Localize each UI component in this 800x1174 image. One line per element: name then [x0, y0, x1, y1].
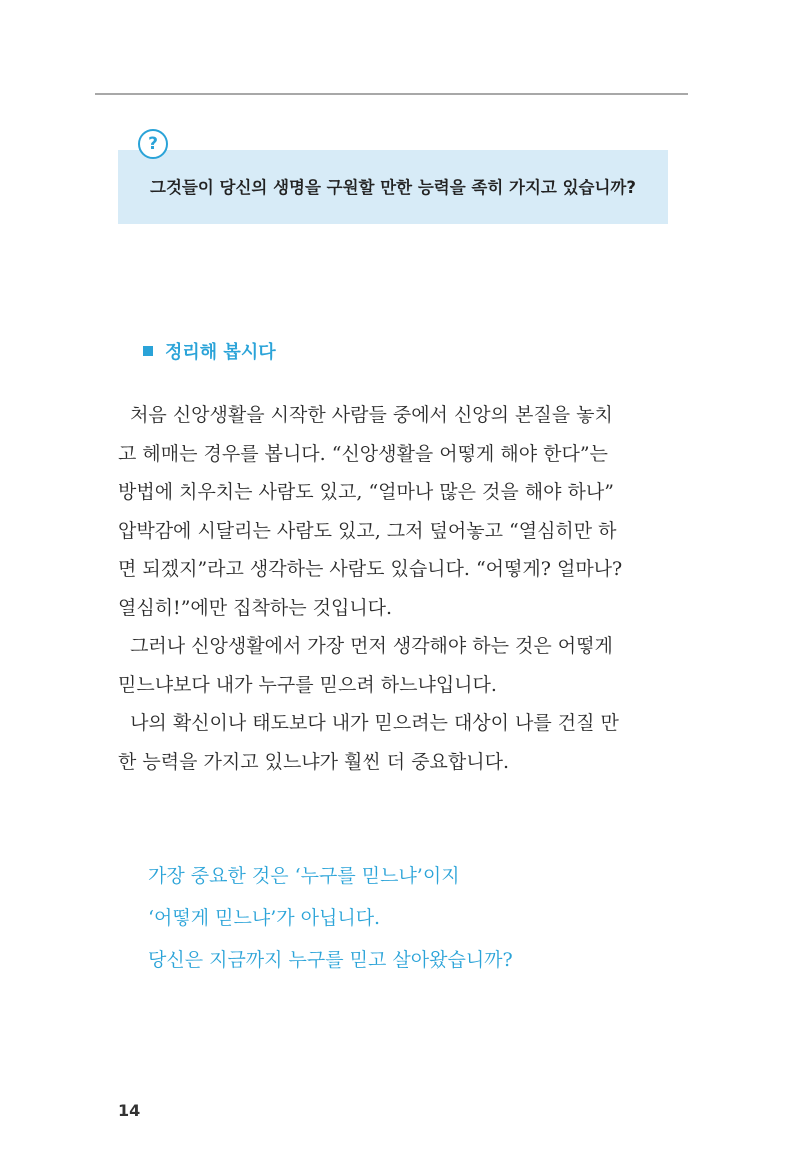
page-number: 14 — [118, 1101, 141, 1120]
quote-line: ‘어떻게 믿느냐’가 아닙니다. — [148, 907, 381, 929]
body-line: 처음 신앙생활을 시작한 사람들 중에서 신앙의 본질을 놓치 — [118, 404, 613, 426]
body-line: 열심히!”에만 집착하는 것입니다. — [118, 596, 393, 619]
body-line: 고 헤매는 경우를 봅니다. “신앙생활을 어떻게 해야 한다”는 — [118, 442, 608, 465]
body-line: 그러나 신앙생활에서 가장 먼저 생각해야 하는 것은 어떻게 — [118, 635, 613, 657]
body-line: 나의 확신이나 태도보다 내가 믿으려는 대상이 나를 건질 만 — [118, 712, 619, 734]
question-mark-icon: ? — [138, 129, 168, 159]
quote-line: 가장 중요한 것은 ‘누구를 믿느냐’이지 — [148, 865, 460, 887]
section-heading — [143, 338, 276, 364]
question-text: 그것들이 당신의 생명을 구원할 만한 능력을 족히 가지고 있습니까? — [150, 178, 636, 197]
body-line: 압박감에 시달리는 사람도 있고, 그저 덮어놓고 “열심히만 하 — [118, 519, 617, 542]
highlight-quote — [148, 855, 668, 981]
body-line: 방법에 치우치는 사람도 있고, “얼마나 많은 것을 해야 하나” — [118, 481, 614, 503]
top-divider — [95, 93, 688, 95]
body-line: 면 되겠지”라고 생각하는 사람도 있습니다. “어떻게? 얼마나? — [118, 558, 623, 580]
body-line: 믿느냐보다 내가 누구를 믿으려 하느냐입니다. — [118, 673, 497, 696]
section-title: 정리해 봅시다 — [165, 342, 276, 363]
square-bullet-icon — [143, 346, 153, 356]
body-line: 한 능력을 가지고 있느냐가 훨씬 더 중요합니다. — [118, 750, 510, 773]
quote-line: 당신은 지금까지 누구를 믿고 살아왔습니까? — [148, 949, 513, 971]
body-text — [118, 396, 673, 781]
